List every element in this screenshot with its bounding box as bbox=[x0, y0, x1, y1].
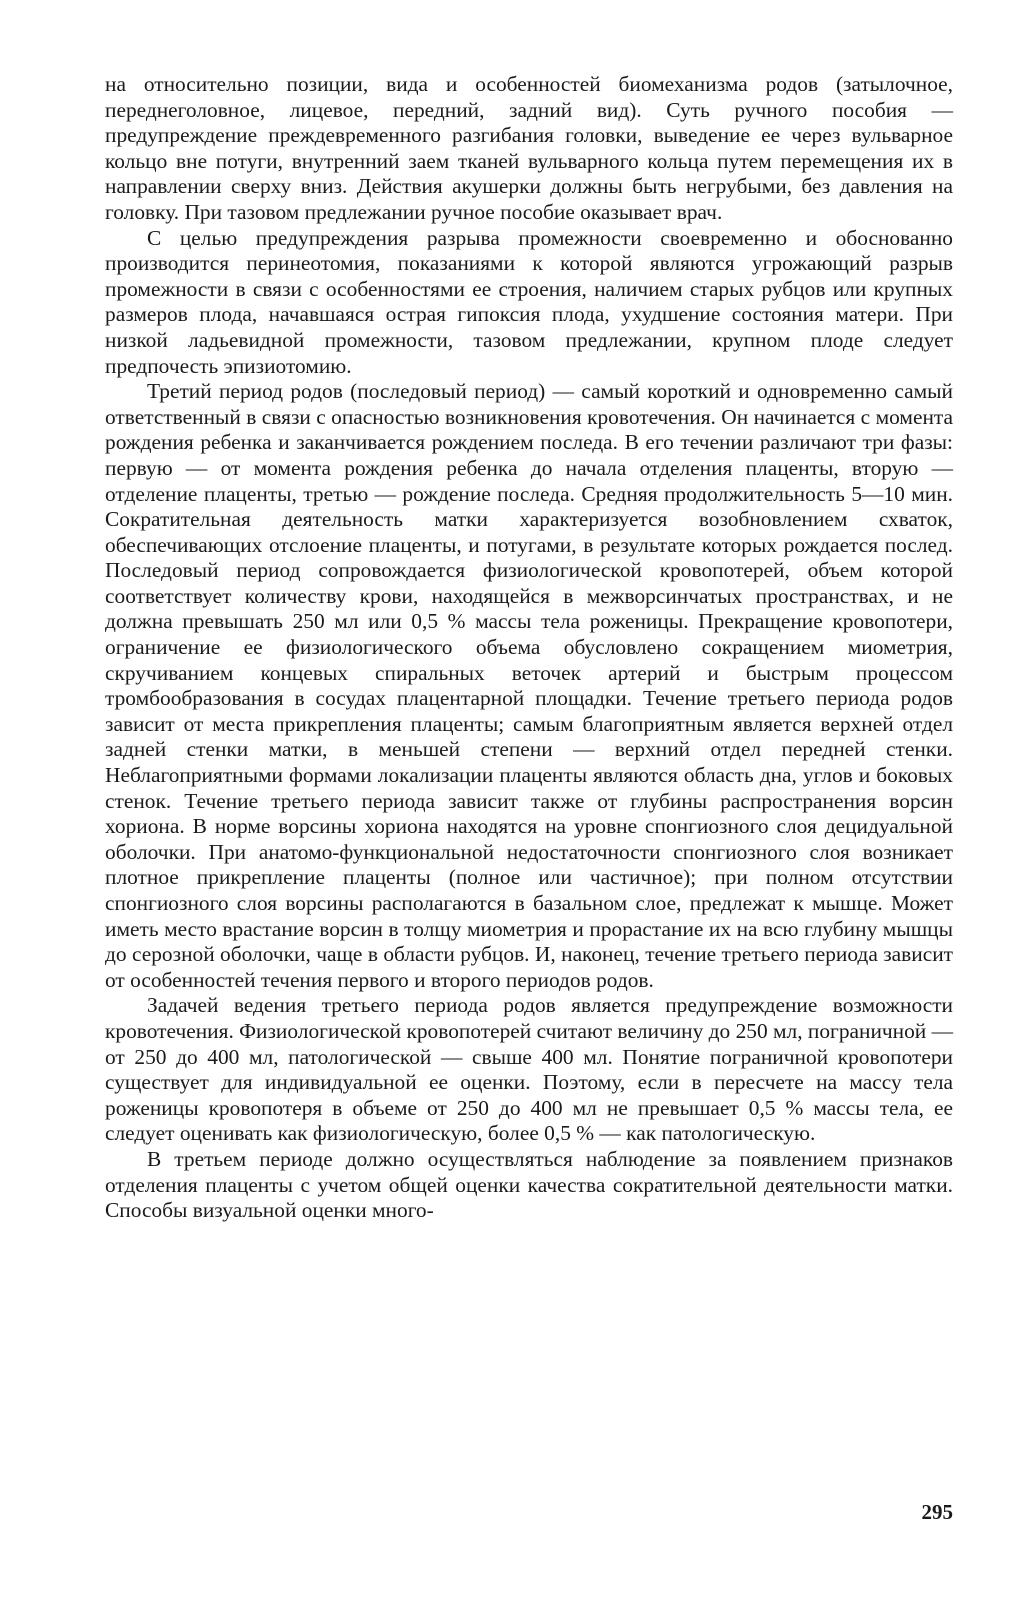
paragraph-2: С целью предупреждения разрыва промежности своевременно и обоснованно производится перинеотомия, показаниями к которой являются угрожающий разрыв промежности в связи с особенностями ее строения, наличием старых рубцов или крупных размеров плода, начавшаяся острая гипоксия плода, ухудшение состояния матери. При низкой ладьевидной промежности, тазовом предлежании, крупном плоде следует предпочесть эпизиотомию. bbox=[105, 225, 953, 378]
page-text bbox=[105, 72, 953, 1224]
paragraph-4: Задачей ведения третьего периода родов является предупреждение возможности кровотечения. Физиологической кровопотерей считают величину до 250 мл, пограничной — от 250 до 400 мл, патологической — свыше 400 мл. Понятие пограничной кровопотери существует для индивидуальной ее оценки. Поэтому, если в пересчете на массу тела роженицы кровопотеря в объеме от 250 до 400 мл не превышает 0,5 % массы тела, ее следует оценивать как физиологическую, более 0,5 % — как патологическую. bbox=[105, 993, 953, 1146]
paragraph-5: В третьем периоде должно осуществляться наблюдение за появлением признаков отделения плаценты с учетом общей оценки качества сократительной деятельности матки. Способы визуальной оценки много- bbox=[105, 1146, 953, 1223]
page-number: 295 bbox=[921, 1500, 953, 1524]
paragraph-3: Третий период родов (последовый период) — самый короткий и одновременно самый ответственный в связи с опасностью возникновения кровотечения. Он начинается с момента рождения ребенка и заканчивается рождением последа. В его течении различают три фазы: первую — от момента рождения ребенка до начала отделения плаценты, вторую — отделение плаценты, третью — рождение последа. Средняя продолжительность 5—10 мин. Сократительная деятельность матки характеризуется возобновлением схваток, обеспечивающих отслоение плаценты, и потугами, в результате которых рождается послед. Последовый период сопровождается физиологической кровопотерей, объем которой соответствует количеству крови, находящейся в межворсинчатых пространствах, и не должна превышать 250 мл или 0,5 % массы тела роженицы. Прекращение кровопотери, ограничение ее физиологического объема обусловлено сокращением миометрия, скручиванием концевых спиральных веточек артерий и быстрым процессом тромбообразования в сосудах плацентарной площадки. Течение третьего периода родов зависит от места прикрепления плаценты; самым благоприятным является верхней отдел задней стенки матки, в меньшей степени — верхний отдел передней стенки. Неблагоприятными формами локализации плаценты являются область дна, углов и боковых стенок. Течение третьего периода зависит также от глубины распространения ворсин хориона. В норме ворсины хориона находятся на уровне спонгиозного слоя децидуальной оболочки. При анатомо-функциональной недостаточности спонгиозного слоя возникает плотное прикрепление плаценты (полное или частичное); при полном отсутствии спонгиозного слоя ворсины располагаются в базальном слое, предлежат к мышце. Может иметь место врастание ворсин в толщу миометрия и прорастание их на всю глубину мышцы до серозной оболочки, чаще в области рубцов. И, наконец, течение третьего периода зависит от особенностей течения первого и второго периодов родов. bbox=[105, 379, 953, 992]
paragraph-1: на относительно позиции, вида и особенностей биомеханизма родов (затылочное, переднеголовное, лицевое, передний, задний вид). Суть ручного пособия — предупреждение преждевременного разгибания головки, выведение ее через вульварное кольцо вне потуги, внутренний заем тканей вульварного кольца путем перемещения их в направлении сверху вниз. Действия акушерки должны быть негрубыми, без давления на головку. При тазовом предлежании ручное пособие оказывает врач. bbox=[105, 72, 953, 224]
